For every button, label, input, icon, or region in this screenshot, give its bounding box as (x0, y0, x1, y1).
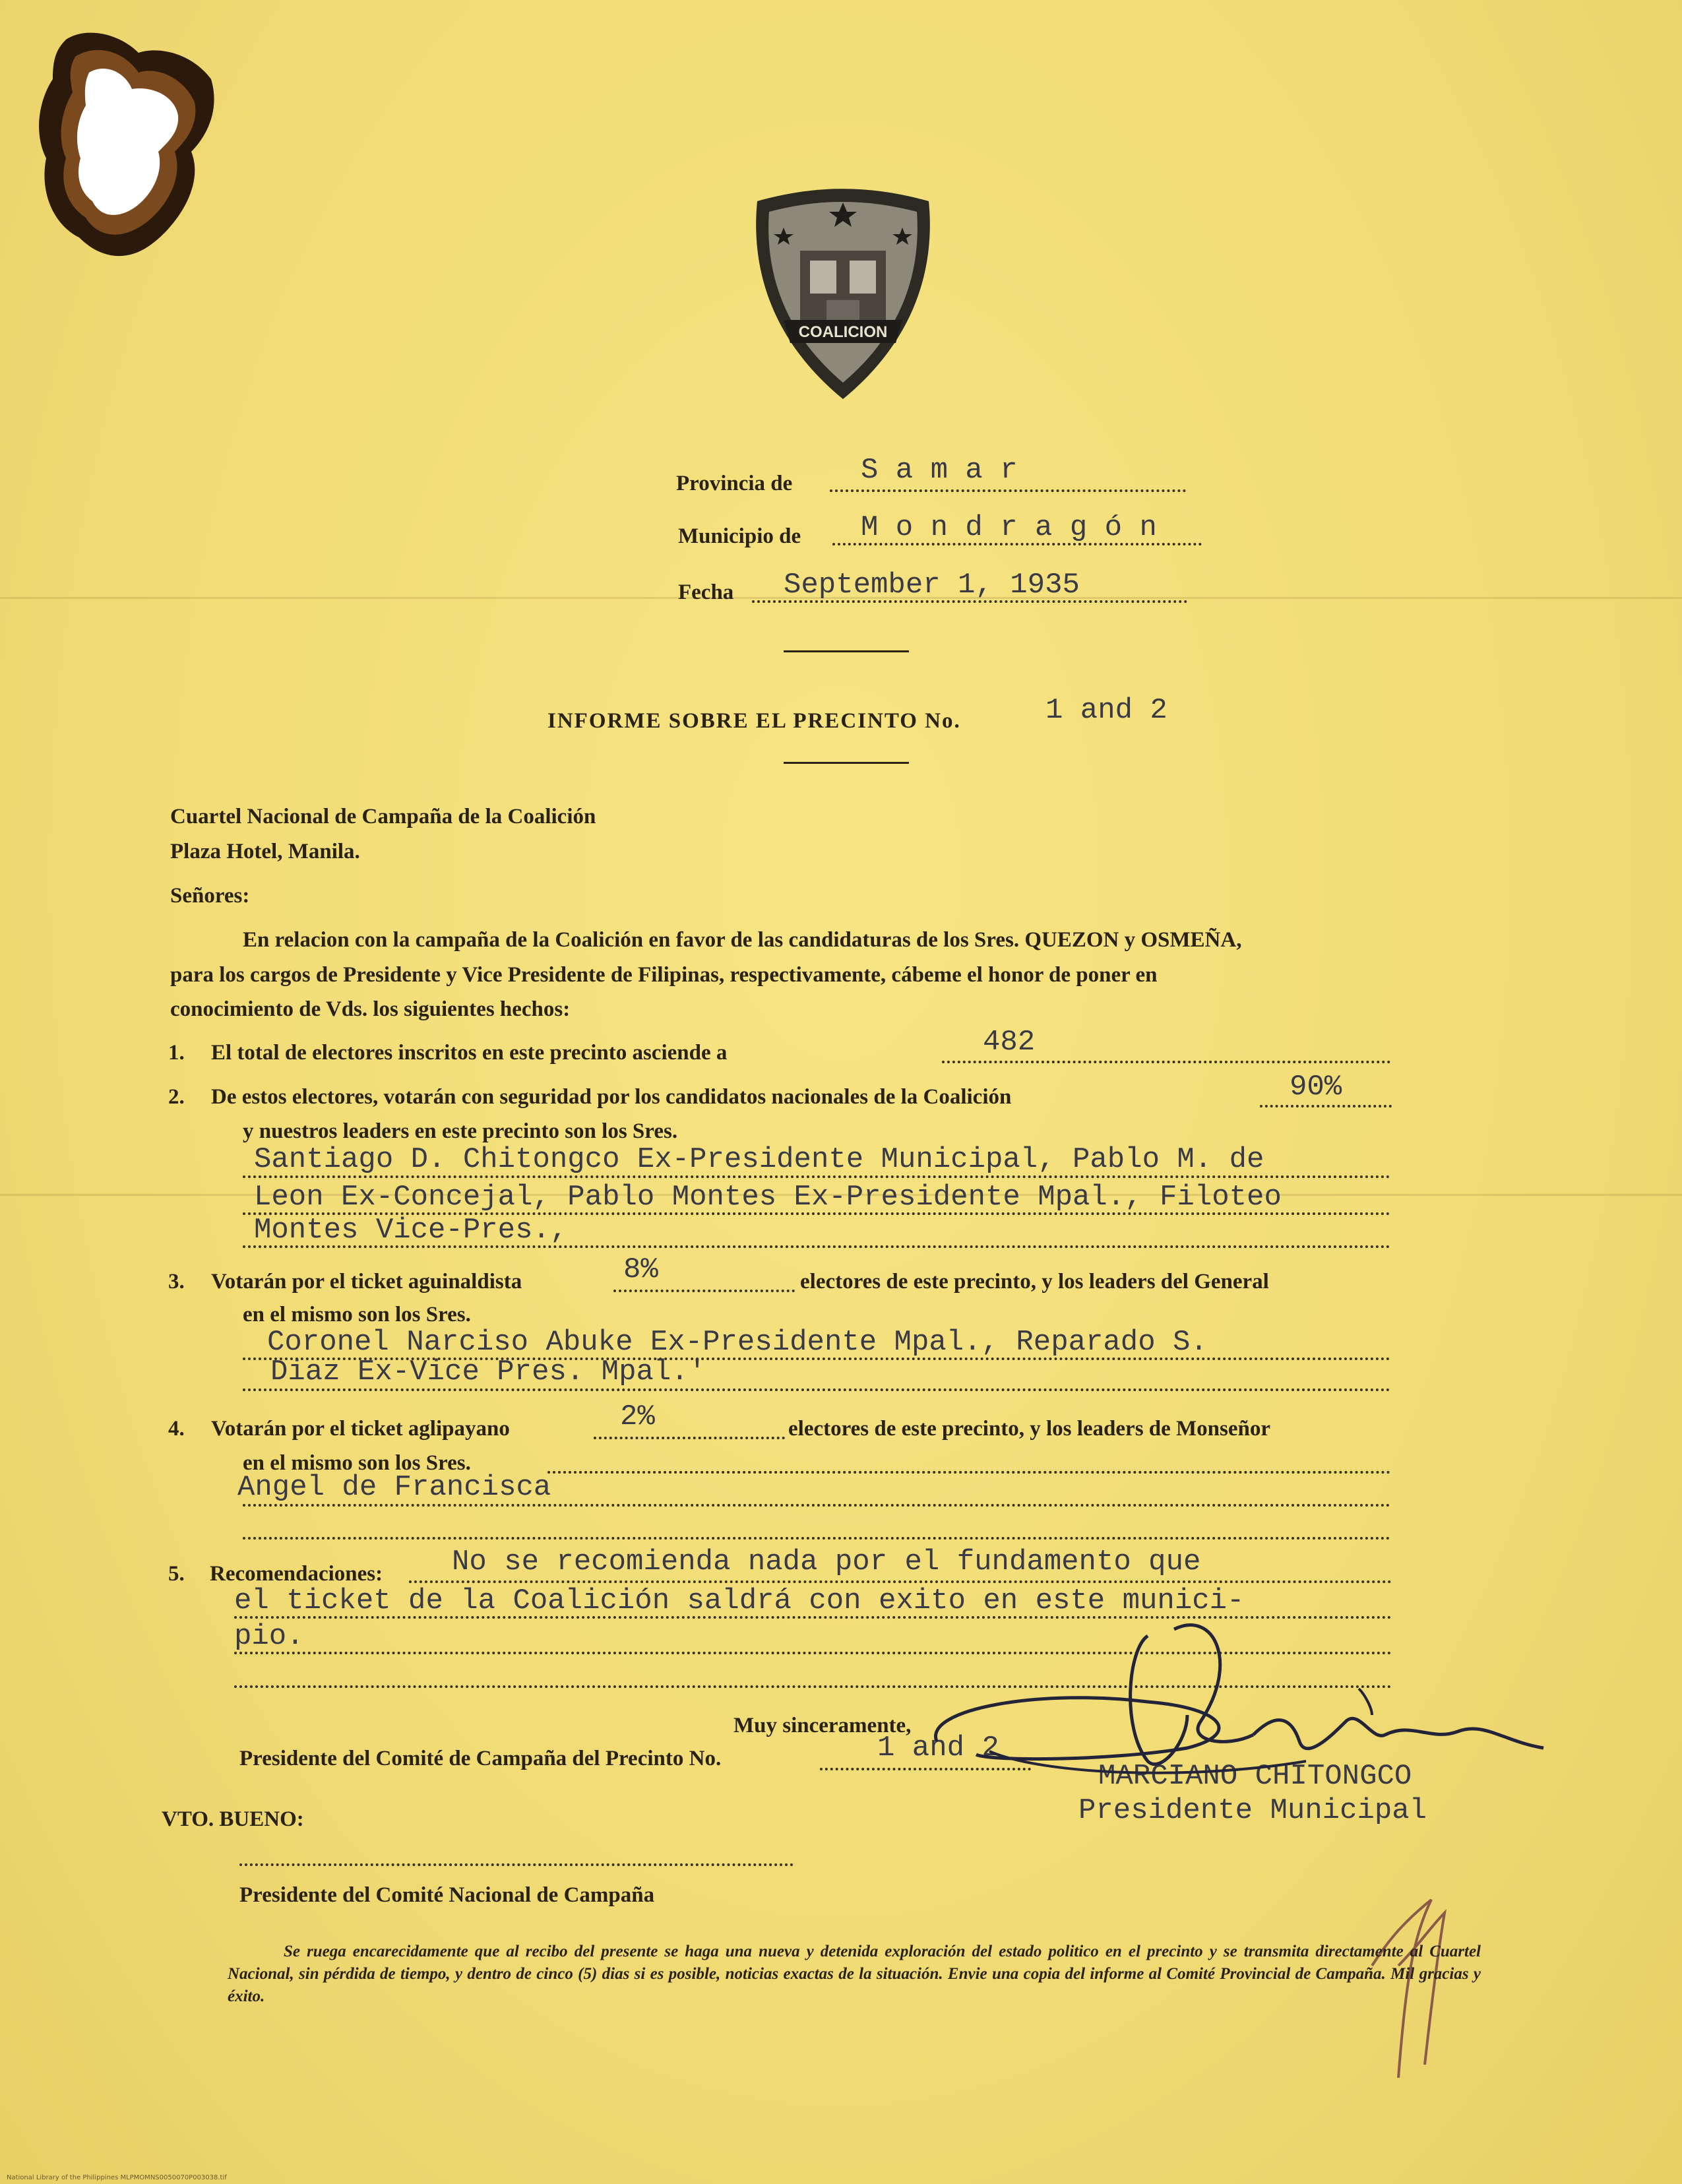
item-2-dots (1260, 1105, 1392, 1108)
item-4-sub-dots (547, 1471, 1390, 1474)
notice-text: Se ruega encarecidamente que al recibo del presente se haga una nueva y detenida exploración del estado politico en el precinto y se transmita directamente al Cuartel Nacional, sin pérdida de tiempo, y dentro de cinco (5) dias si es posible, noticias exactas de la situación. Envie una copia del informe al Comité Provincial de Campaña. Mil gracias y éxito. (228, 1943, 1481, 2005)
fecha-value: September 1, 1935 (784, 569, 1080, 602)
item-2-dots-1 (243, 1175, 1390, 1178)
item-3-value: 8% (623, 1253, 658, 1286)
item-2-number: 2. (168, 1085, 185, 1109)
item-2-value: 90% (1290, 1071, 1342, 1104)
burn-mark (26, 26, 224, 277)
addressee-line-1: Cuartel Nacional de Campaña de la Coalición (170, 805, 596, 828)
provincia-label: Provincia de (676, 472, 793, 495)
item-4-dots-1 (243, 1504, 1390, 1507)
item-2-dots-3 (243, 1245, 1390, 1248)
item-4-sub: en el mismo son los Sres. (243, 1451, 471, 1475)
item-4-typed-1: Angel de Francisca (237, 1471, 551, 1504)
item-2-typed-3: Montes Vice-Pres., (254, 1214, 568, 1247)
national-committee-label: Presidente del Comité Nacional de Campaña (239, 1883, 655, 1907)
vto-bueno: VTO. BUENO: (162, 1807, 304, 1831)
item-5-number: 5. (168, 1562, 185, 1586)
item-4-dots-2 (243, 1537, 1390, 1540)
president-precinct-value: 1 and 2 (877, 1732, 999, 1764)
item-4-text-b: electores de este precinto, y los leaders de Monseñor (788, 1417, 1271, 1441)
coalicion-emblem (737, 188, 949, 406)
divider (784, 762, 909, 764)
sincerely: Muy sinceramente, (733, 1714, 912, 1737)
signer-title: Presidente Municipal (1078, 1794, 1427, 1827)
item-2-typed-1: Santiago D. Chitongco Ex-Presidente Municipal, Pablo M. de (254, 1143, 1264, 1176)
intro-line-2: para los cargos de Presidente y Vice Presidente de Filipinas, respectivamente, cábeme el honor de poner en (170, 963, 1158, 987)
precinct-number: 1 and 2 (1045, 694, 1168, 727)
salutation: Señores: (170, 884, 250, 908)
item-1-text: El total de electores inscritos en este precinto asciende a (211, 1041, 728, 1065)
scan-footer: National Library of the Philippines MLPMOMNS0050070P003038.tif (7, 2174, 227, 2181)
item-5-dots-1 (409, 1580, 1392, 1583)
item-4-dots (594, 1437, 785, 1439)
item-4-value: 2% (620, 1400, 655, 1433)
item-5-label: Recomendaciones: (210, 1562, 383, 1586)
item-5-typed-2: el ticket de la Coalición saldrá con exito en este munici- (234, 1584, 1245, 1617)
item-1-value: 482 (983, 1026, 1036, 1059)
item-1-number: 1. (168, 1041, 185, 1065)
provincia-value: S a m a r (861, 454, 1018, 487)
item-3-dots (613, 1290, 795, 1292)
addressee-line-2: Plaza Hotel, Manila. (170, 840, 360, 863)
provincia-dots (830, 489, 1186, 492)
emblem-label: COALICION (798, 323, 888, 341)
national-signature-dots (239, 1863, 794, 1866)
signer-name: MARCIANO CHITONGCO (1098, 1760, 1412, 1793)
municipio-value: M o n d r a g ó n (861, 511, 1157, 544)
item-2-sub: y nuestros leaders en este precinto son los Sres. (243, 1119, 678, 1143)
item-3-number: 3. (168, 1270, 185, 1294)
divider (784, 650, 909, 652)
municipio-label: Municipio de (678, 524, 801, 548)
item-2-typed-2: Leon Ex-Concejal, Pablo Montes Ex-Presidente Mpal., Filoteo (254, 1181, 1282, 1214)
president-precinct-label: Presidente del Comité de Campaña del Precinto No. (239, 1747, 722, 1770)
item-3-text-b: electores de este precinto, y los leaders del General (800, 1270, 1269, 1294)
item-2-text: De estos electores, votarán con seguridad por los candidatos nacionales de la Coalición (211, 1085, 1012, 1109)
handwritten-signature (910, 1609, 1557, 1827)
intro-line-3: conocimiento de Vds. los siguientes hechos: (170, 997, 571, 1021)
item-4-number: 4. (168, 1417, 185, 1441)
intro-line-1: En relacion con la campaña de la Coalición en favor de las candidaturas de los Sres. QUEZON y OSMEÑA, (243, 928, 1242, 952)
item-3-sub: en el mismo son los Sres. (243, 1303, 471, 1326)
item-3-typed-1: Coronel Narciso Abuke Ex-Presidente Mpal., Reparado S. (267, 1326, 1208, 1359)
item-4-text-a: Votarán por el ticket aglipayano (211, 1417, 510, 1441)
item-5-typed-3: pio. (234, 1620, 304, 1653)
item-5-typed-1: No se recomienda nada por el fundamento que (452, 1545, 1201, 1578)
item-3-dots-2 (243, 1388, 1390, 1391)
item-1-dots (942, 1061, 1390, 1063)
report-title: INFORME SOBRE EL PRECINTO No. (547, 709, 961, 733)
item-3-typed-2: Diaz Ex-Vice Pres. Mpal.' (270, 1356, 706, 1388)
fecha-label: Fecha (678, 580, 734, 604)
item-3-text-a: Votarán por el ticket aguinaldista (211, 1270, 522, 1294)
